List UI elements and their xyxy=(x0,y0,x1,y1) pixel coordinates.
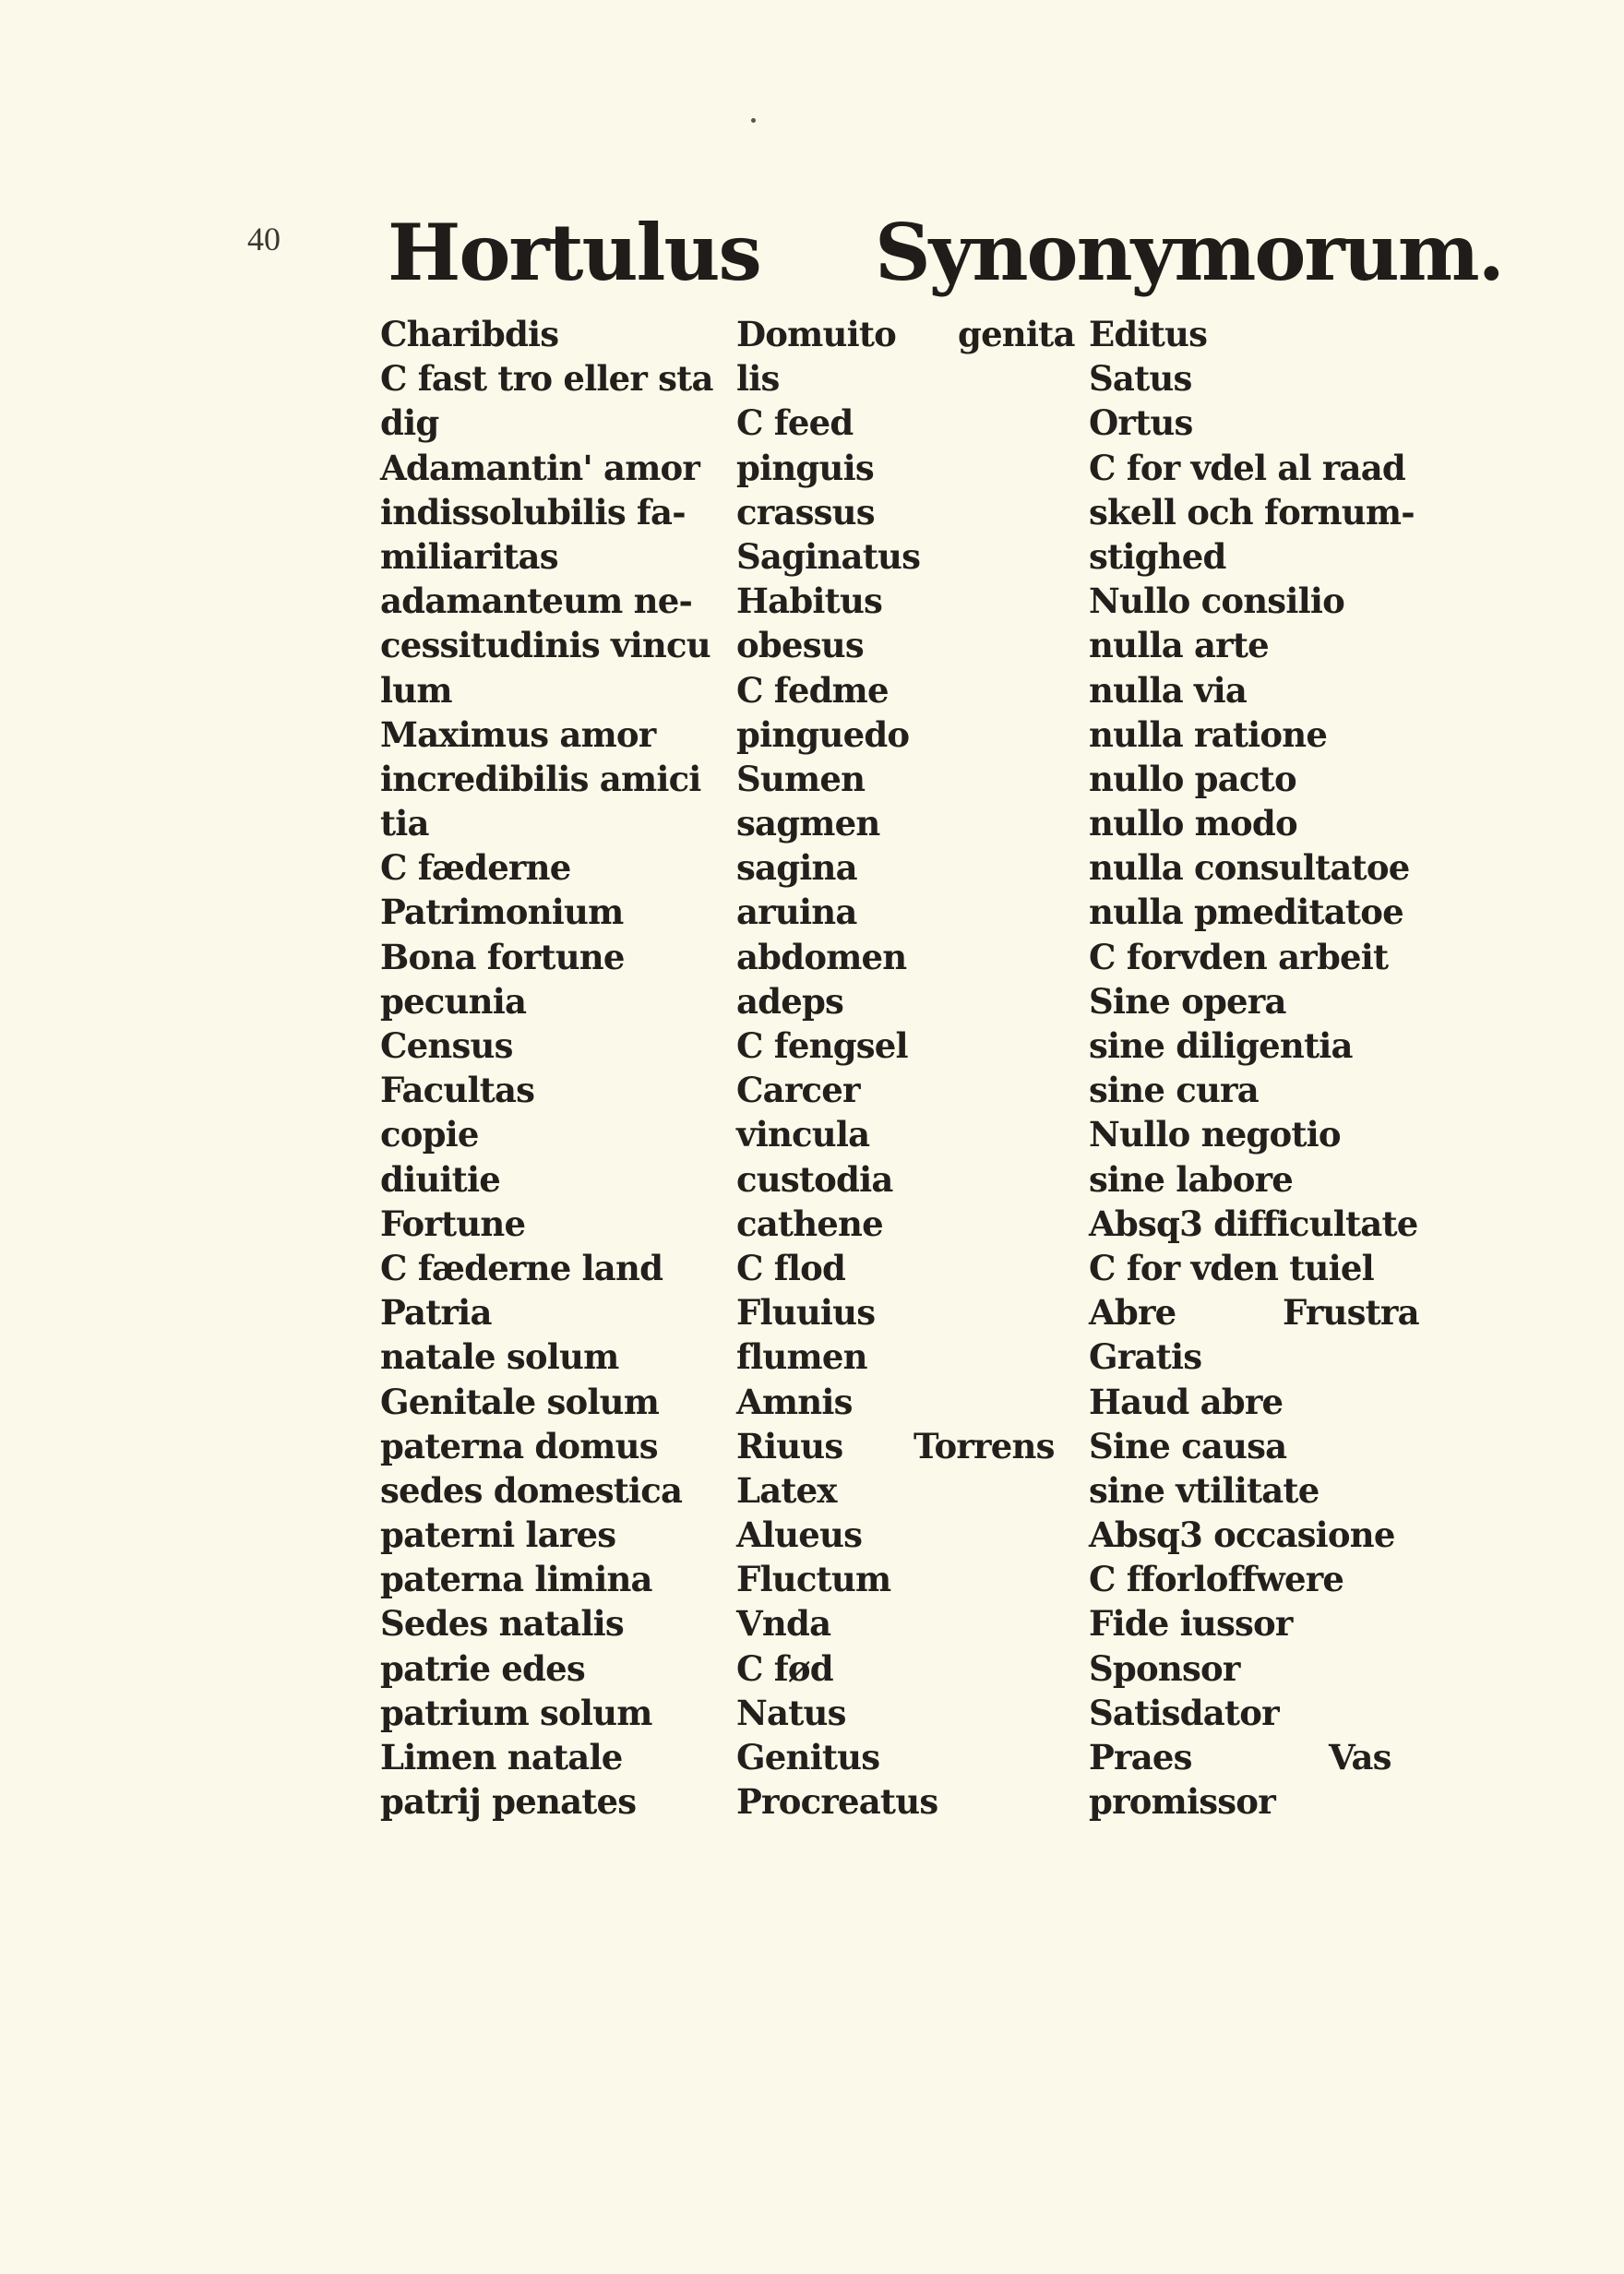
col1-line: patrium solum xyxy=(380,1692,652,1733)
col2-line: lis xyxy=(736,358,780,400)
col2-line: Riuus xyxy=(736,1425,843,1466)
col1-line: C fæderne xyxy=(380,847,571,889)
col3-line: stighed xyxy=(1089,535,1226,577)
col3-line: Sine causa xyxy=(1089,1425,1287,1466)
col2-line: C fengsel xyxy=(736,1025,908,1066)
col1-line: Patria xyxy=(380,1292,492,1334)
col2-line: adeps xyxy=(736,980,844,1022)
page-number: 40 xyxy=(247,221,281,257)
column-2 xyxy=(736,312,937,1824)
col2-line: Carcer xyxy=(736,1070,860,1111)
col3-line: nulla pmeditatoe xyxy=(1089,892,1403,933)
col1-line: cessitudinis vincu xyxy=(380,625,710,666)
col3-line: Editus xyxy=(1089,314,1208,354)
col2-line: Fluuius xyxy=(736,1292,876,1334)
col3-line: nullo modo xyxy=(1089,803,1297,844)
col2-line: C fedme xyxy=(736,669,889,711)
col1-line: patrie edes xyxy=(380,1647,585,1689)
col1-line: copie xyxy=(380,1114,479,1155)
col1-line: Charibdis xyxy=(380,314,559,354)
col1-line: C fæderne land xyxy=(380,1247,663,1288)
col3-line: sine vtilitate xyxy=(1089,1469,1320,1511)
col1-line: incredibilis amici xyxy=(380,758,701,799)
col3-line: Satus xyxy=(1089,358,1192,400)
col3-line: nulla via xyxy=(1089,669,1248,711)
col1-line: Facultas xyxy=(380,1070,535,1111)
col3-extra-vas: Vas xyxy=(1329,1737,1391,1777)
col2-line: Alueus xyxy=(736,1514,863,1556)
col3-line: Sponsor xyxy=(1089,1647,1240,1689)
col2-line: Procreatus xyxy=(736,1781,938,1823)
col2-line: C fød xyxy=(736,1647,833,1689)
title-left: Hortulus xyxy=(388,207,760,298)
col1-line: Fortune xyxy=(380,1203,526,1244)
col1-line: Genitale solum xyxy=(380,1381,660,1422)
col1-line: patrij penates xyxy=(380,1781,637,1823)
col1-line: Census xyxy=(380,1025,513,1066)
col1-line: paterni lares xyxy=(380,1514,616,1556)
col2-line: Natus xyxy=(736,1692,846,1733)
col3-line: sine cura xyxy=(1089,1070,1259,1111)
col1-line: pecunia xyxy=(380,980,527,1022)
col1-line: paterna limina xyxy=(380,1559,652,1600)
col1-line: natale solum xyxy=(380,1336,619,1378)
col2-line: Sumen xyxy=(736,758,866,799)
col2-line: flumen xyxy=(736,1336,867,1378)
col2-line: Habitus xyxy=(736,580,883,622)
col1-line: Patrimonium xyxy=(380,892,624,933)
col1-line: Sedes natalis xyxy=(380,1603,624,1645)
col3-line: Abre xyxy=(1089,1292,1176,1334)
col3-line: Satisdator xyxy=(1089,1692,1279,1733)
col1-line: Bona fortune xyxy=(380,936,625,977)
col2-line: abdomen xyxy=(736,936,907,977)
col1-line: sedes domestica xyxy=(380,1469,683,1511)
col2-line: C flod xyxy=(736,1247,846,1288)
col2-line: Latex xyxy=(736,1469,837,1511)
col3-line: sine diligentia xyxy=(1089,1025,1353,1066)
col2-line: pinguedo xyxy=(736,713,910,755)
col3-line: nulla consultatoe xyxy=(1089,847,1410,889)
column-3 xyxy=(1089,312,1418,1824)
col2-line: obesus xyxy=(736,625,864,666)
col3-line: nulla arte xyxy=(1089,625,1269,666)
col3-line: Sine opera xyxy=(1089,980,1286,1022)
col3-line: C for vden tuiel xyxy=(1089,1247,1374,1288)
col1-line: tia xyxy=(380,803,429,844)
col3-line: Nullo negotio xyxy=(1089,1114,1341,1155)
col1-line: paterna domus xyxy=(380,1425,658,1466)
col3-line: Absq3 occasione xyxy=(1089,1514,1395,1556)
col1-line: Maximus amor xyxy=(380,713,656,755)
col3-line: Ortus xyxy=(1089,402,1193,444)
col3-line: C for vdel al raad xyxy=(1089,447,1405,488)
col3-line: Nullo consilio xyxy=(1089,580,1344,622)
col3-line: C fforloffwere xyxy=(1089,1559,1344,1600)
col3-extra-frustra: Frustra xyxy=(1283,1292,1419,1333)
col2-line: Fluctum xyxy=(736,1559,891,1600)
col1-line: Adamantin' amor xyxy=(380,447,700,488)
col3-line: Praes xyxy=(1089,1737,1192,1777)
col3-line: skell och fornum- xyxy=(1089,491,1415,533)
col3-line: promissor xyxy=(1089,1781,1275,1823)
col1-line: C fast tro eller sta xyxy=(380,358,713,400)
col2-line: Genitus xyxy=(736,1737,880,1777)
col2-line: sagmen xyxy=(736,803,880,844)
col3-line: C forvden arbeit xyxy=(1089,936,1389,977)
col2-line: pinguis xyxy=(736,447,874,488)
col2-line: C feed xyxy=(736,402,854,444)
dot-mark xyxy=(751,118,756,123)
col2-line: crassus xyxy=(736,491,875,533)
column-1 xyxy=(380,312,713,1824)
col1-line: dig xyxy=(380,402,439,444)
col1-line: lum xyxy=(380,669,452,711)
col3-line: Haud abre xyxy=(1089,1381,1284,1422)
col2-line: vincula xyxy=(736,1114,870,1155)
col2-line: custodia xyxy=(736,1158,893,1200)
col2-line: Saginatus xyxy=(736,535,921,577)
col1-line: Limen natale xyxy=(380,1737,623,1777)
col3-line: Gratis xyxy=(1089,1336,1202,1378)
col2-line: aruina xyxy=(736,892,857,933)
col2-line: Domuito xyxy=(736,314,897,354)
col1-line: miliaritas xyxy=(380,535,558,577)
col2-line: Amnis xyxy=(736,1381,853,1422)
col3-line: Absq3 difficultate xyxy=(1089,1203,1418,1244)
col2-extra-torrens: Torrens xyxy=(914,1426,1055,1466)
col3-line: sine labore xyxy=(1089,1158,1294,1200)
title-right: Synonymorum. xyxy=(875,207,1503,298)
col2-extra-genita: genita xyxy=(958,314,1075,354)
col2-line: sagina xyxy=(736,847,857,889)
col3-line: nullo pacto xyxy=(1089,758,1296,799)
col3-line: Fide iussor xyxy=(1089,1603,1293,1645)
col1-line: adamanteum ne- xyxy=(380,580,693,622)
col1-line: indissolubilis fa- xyxy=(380,491,686,533)
col2-line: Vnda xyxy=(736,1603,831,1645)
col2-line: cathene xyxy=(736,1203,883,1244)
col1-line: diuitie xyxy=(380,1158,500,1200)
col3-line: nulla ratione xyxy=(1089,713,1328,755)
